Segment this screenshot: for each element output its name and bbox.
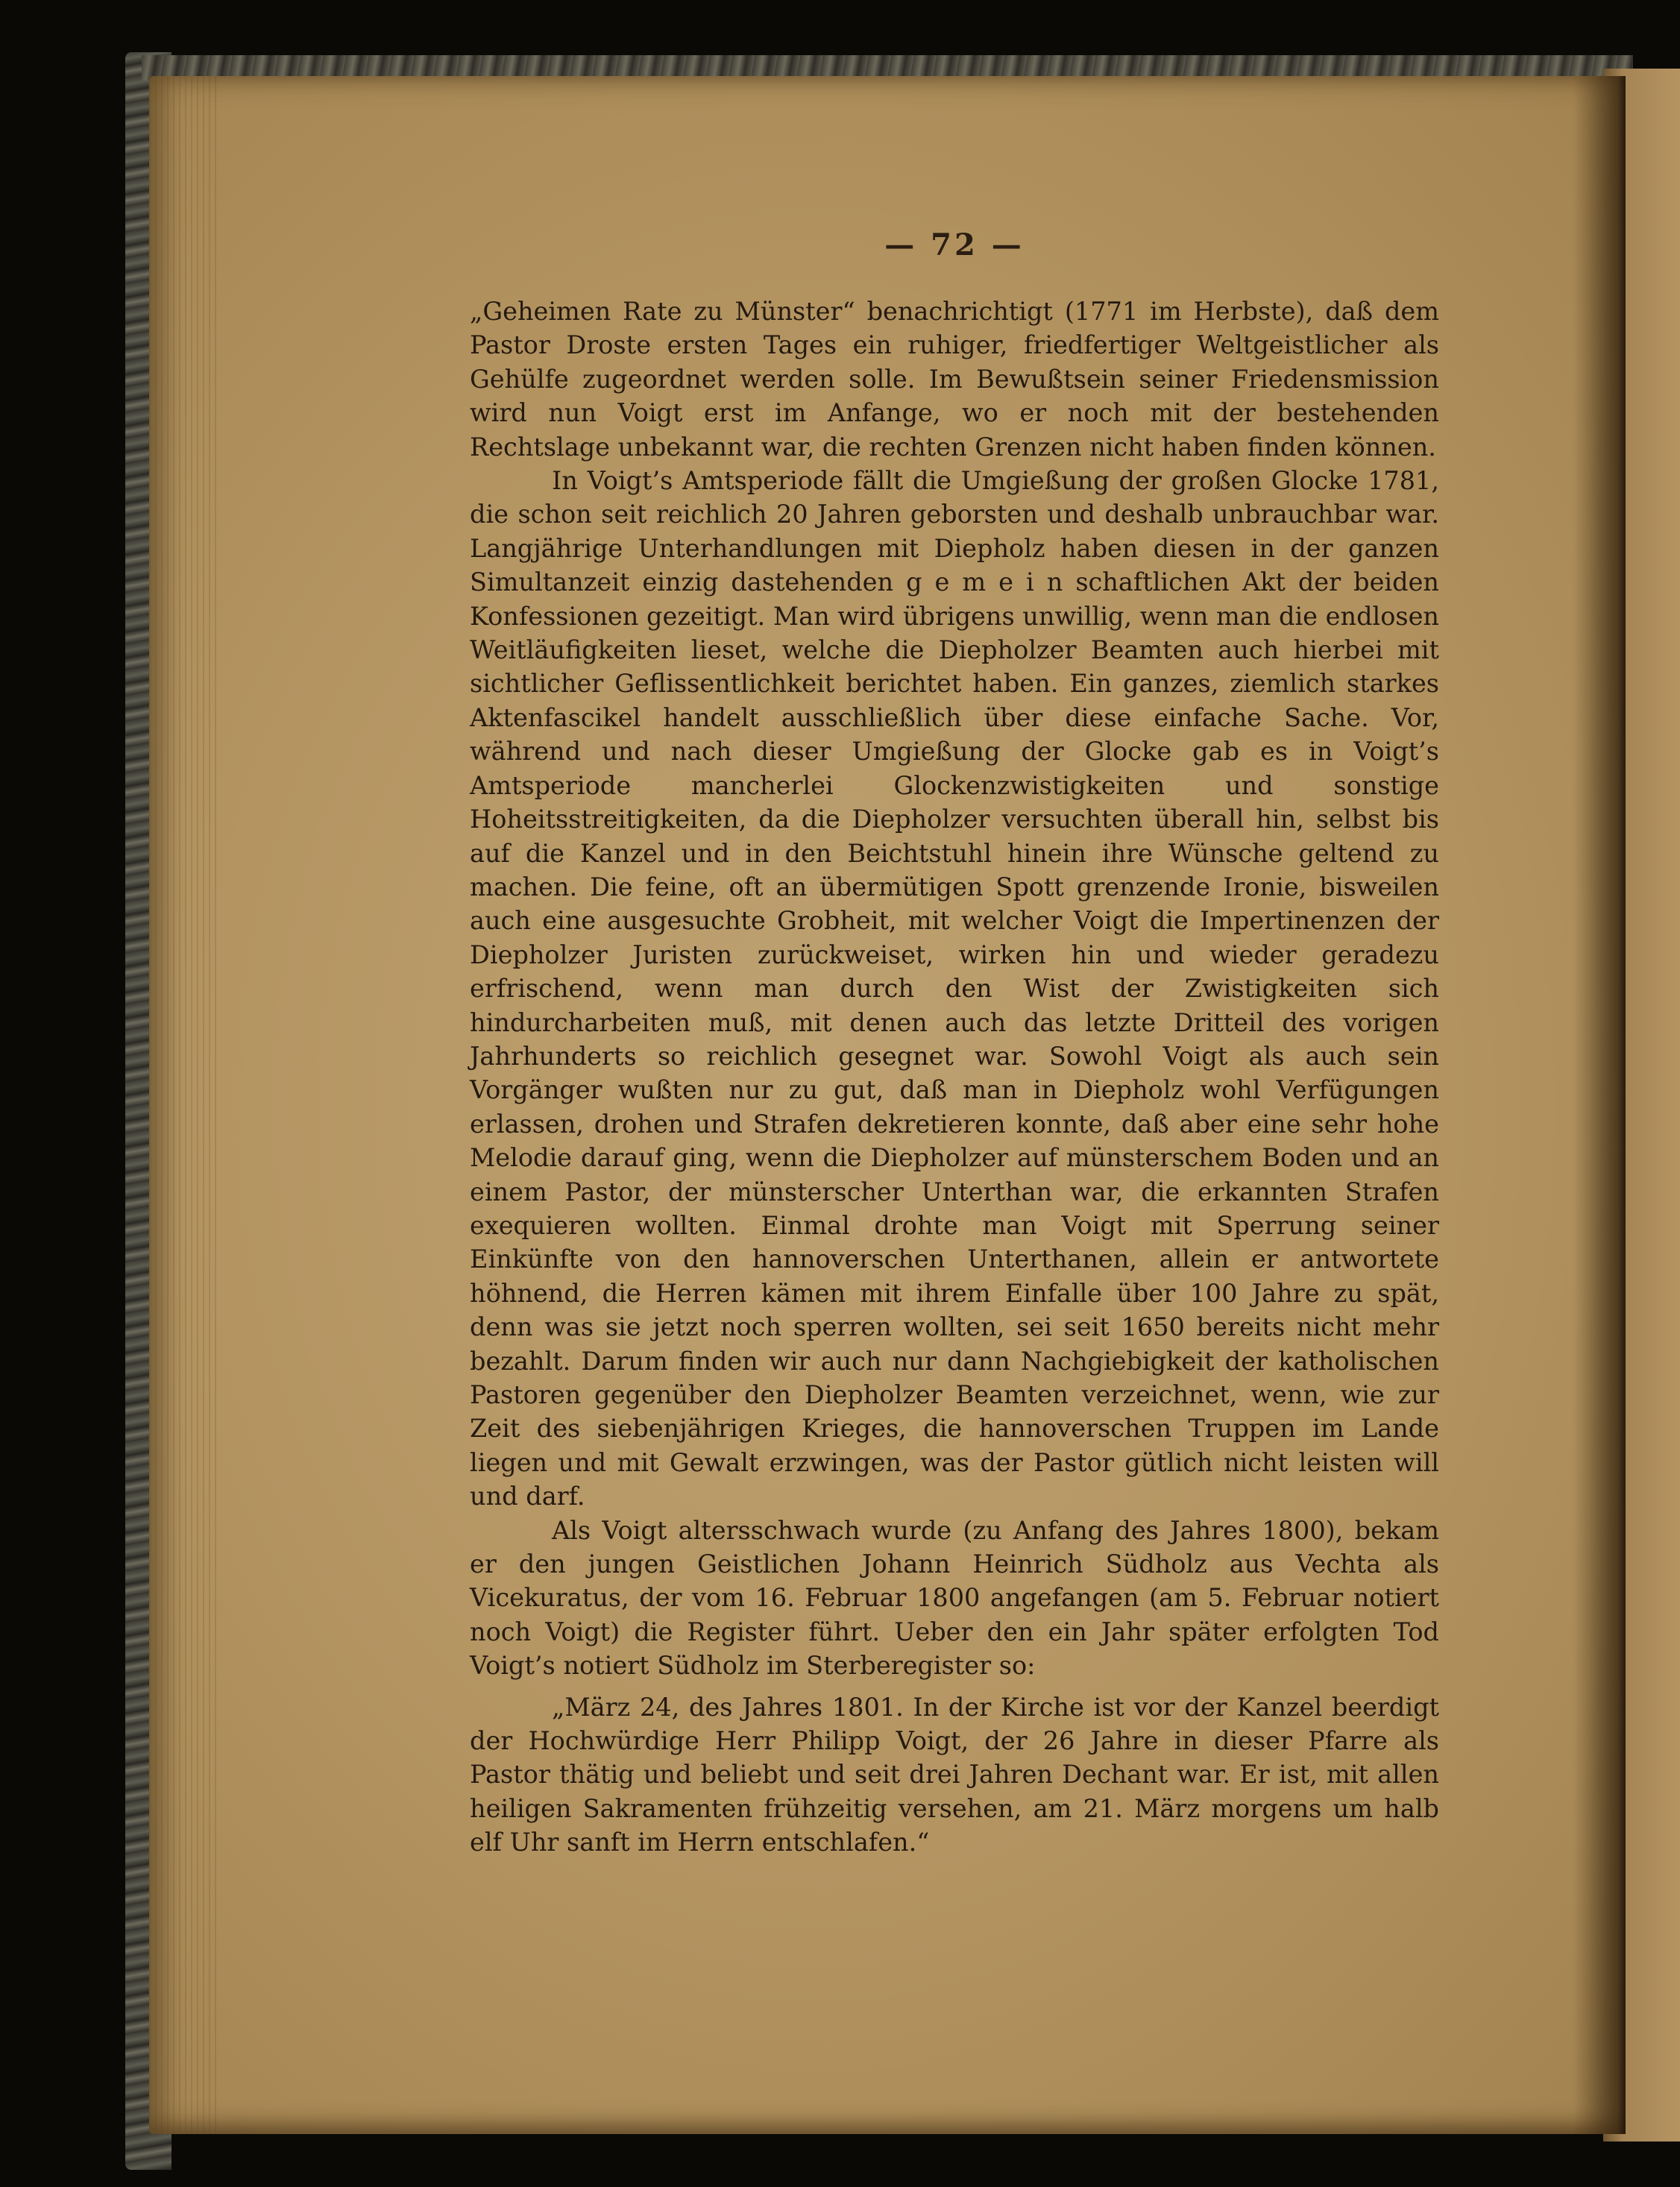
page-number: — 72 — <box>884 227 1025 262</box>
body-text <box>470 295 1439 1860</box>
paragraph-2: In Voigt’s Amtsperiode fällt die Umgießung der großen Glocke 1781, die schon seit reichlich 20 Jahren geborsten und deshalb unbrauchbar war. Langjährige Unterhandlungen mit Diepholz haben diesen in der ganzen Simultanzeit einzig dastehenden g e m e i n schaftlichen Akt der beiden Konfessionen gezeitigt. Man wird übrigens unwillig, wenn man die endlosen Weitläufigkeiten lieset, welche die Diepholzer Beamten auch hierbei mit sichtlicher Geflissentlichkeit berichtet haben. Ein ganzes, ziemlich starkes Aktenfascikel handelt ausschließlich über diese einfache Sache. Vor, während und nach dieser Umgießung der Glocke gab es in Voigt’s Amtsperiode mancherlei Glockenzwistigkeiten und sonstige Hoheitsstreitigkeiten, da die Diepholzer versuchten überall hin, selbst bis auf die Kanzel und in den Beichtstuhl hinein ihre Wünsche geltend zu machen. Die feine, oft an übermütigen Spott grenzende Ironie, bisweilen auch eine ausgesuchte Grobheit, mit welcher Voigt die Impertinenzen der Diepholzer Juristen zurückweiset, wirken hin und wieder geradezu erfrischend, wenn man durch den Wist der Zwistigkeiten sich hindurcharbeiten muß, mit denen auch das letzte Dritteil des vorigen Jahrhunderts so reichlich gesegnet war. Sowohl Voigt als auch sein Vorgänger wußten nur zu gut, daß man in Diepholz wohl Verfügungen erlassen, drohen und Strafen dekretieren konnte, daß aber eine sehr hohe Melodie darauf ging, wenn die Diepholzer auf münsterschem Boden und an einem Pastor, der münsterscher Unterthan war, die erkannten Strafen exequieren wollten. Einmal drohte man Voigt mit Sperrung seiner Einkünfte von den hannoverschen Unterthanen, allein er antwortete höhnend, die Herren kämen mit ihrem Einfalle über 100 Jahre zu spät, denn was sie jetzt noch sperren wollten, sei seit 1650 bereits nicht mehr bezahlt. Darum finden wir auch nur dann Nachgiebigkeit der katholischen Pastoren gegenüber den Diepholzer Beamten verzeichnet, wenn, wie zur Zeit des siebenjährigen Krieges, die hannoverschen Truppen im Lande liegen und mit Gewalt erzwingen, was der Pastor gütlich nicht leisten will und darf. <box>470 466 1439 1511</box>
page-gutter-shadow <box>1573 76 1626 2134</box>
paragraph-3: Als Voigt altersschwach wurde (zu Anfang des Jahres 1800), bekam er den jungen Geistlichen Johann Heinrich Südholz aus Vechta als Vicekuratus, der vom 16. Februar 1800 angefangen (am 5. Februar notiert noch Voigt) die Register führt. Ueber den ein Jahr später erfolgten Tod Voigt’s notiert Südholz im Sterberegister so: <box>470 1515 1439 1681</box>
paragraph-1: „Geheimen Rate zu Münster“ benachrichtigt (1771 im Herbste), daß dem Pastor Droste ersten Tages ein ruhiger, friedfertiger Weltgeistlicher als Gehülfe zugeordnet werden solle. Im Bewußtsein seiner Friedensmission wird nun Voigt erst im Anfange, wo er noch mit der bestehenden Rechtslage unbekannt war, die rechten Grenzen nicht haben finden können. <box>470 297 1439 462</box>
page-stack-edges <box>149 76 216 2134</box>
quoted-register-entry: „März 24, des Jahres 1801. In der Kirche ist vor der Kanzel beerdigt der Hochwürdige Herr Philipp Voigt, der 26 Jahre in dieser Pfarre als Pastor thätig und beliebt und seit drei Jahren Dechant war. Er ist, mit allen heiligen Sakramenten frühzeitig versehen, am 21. März morgens um halb elf Uhr sanft im Herrn entschlafen.“ <box>470 1692 1439 1857</box>
page-header <box>470 227 1439 262</box>
